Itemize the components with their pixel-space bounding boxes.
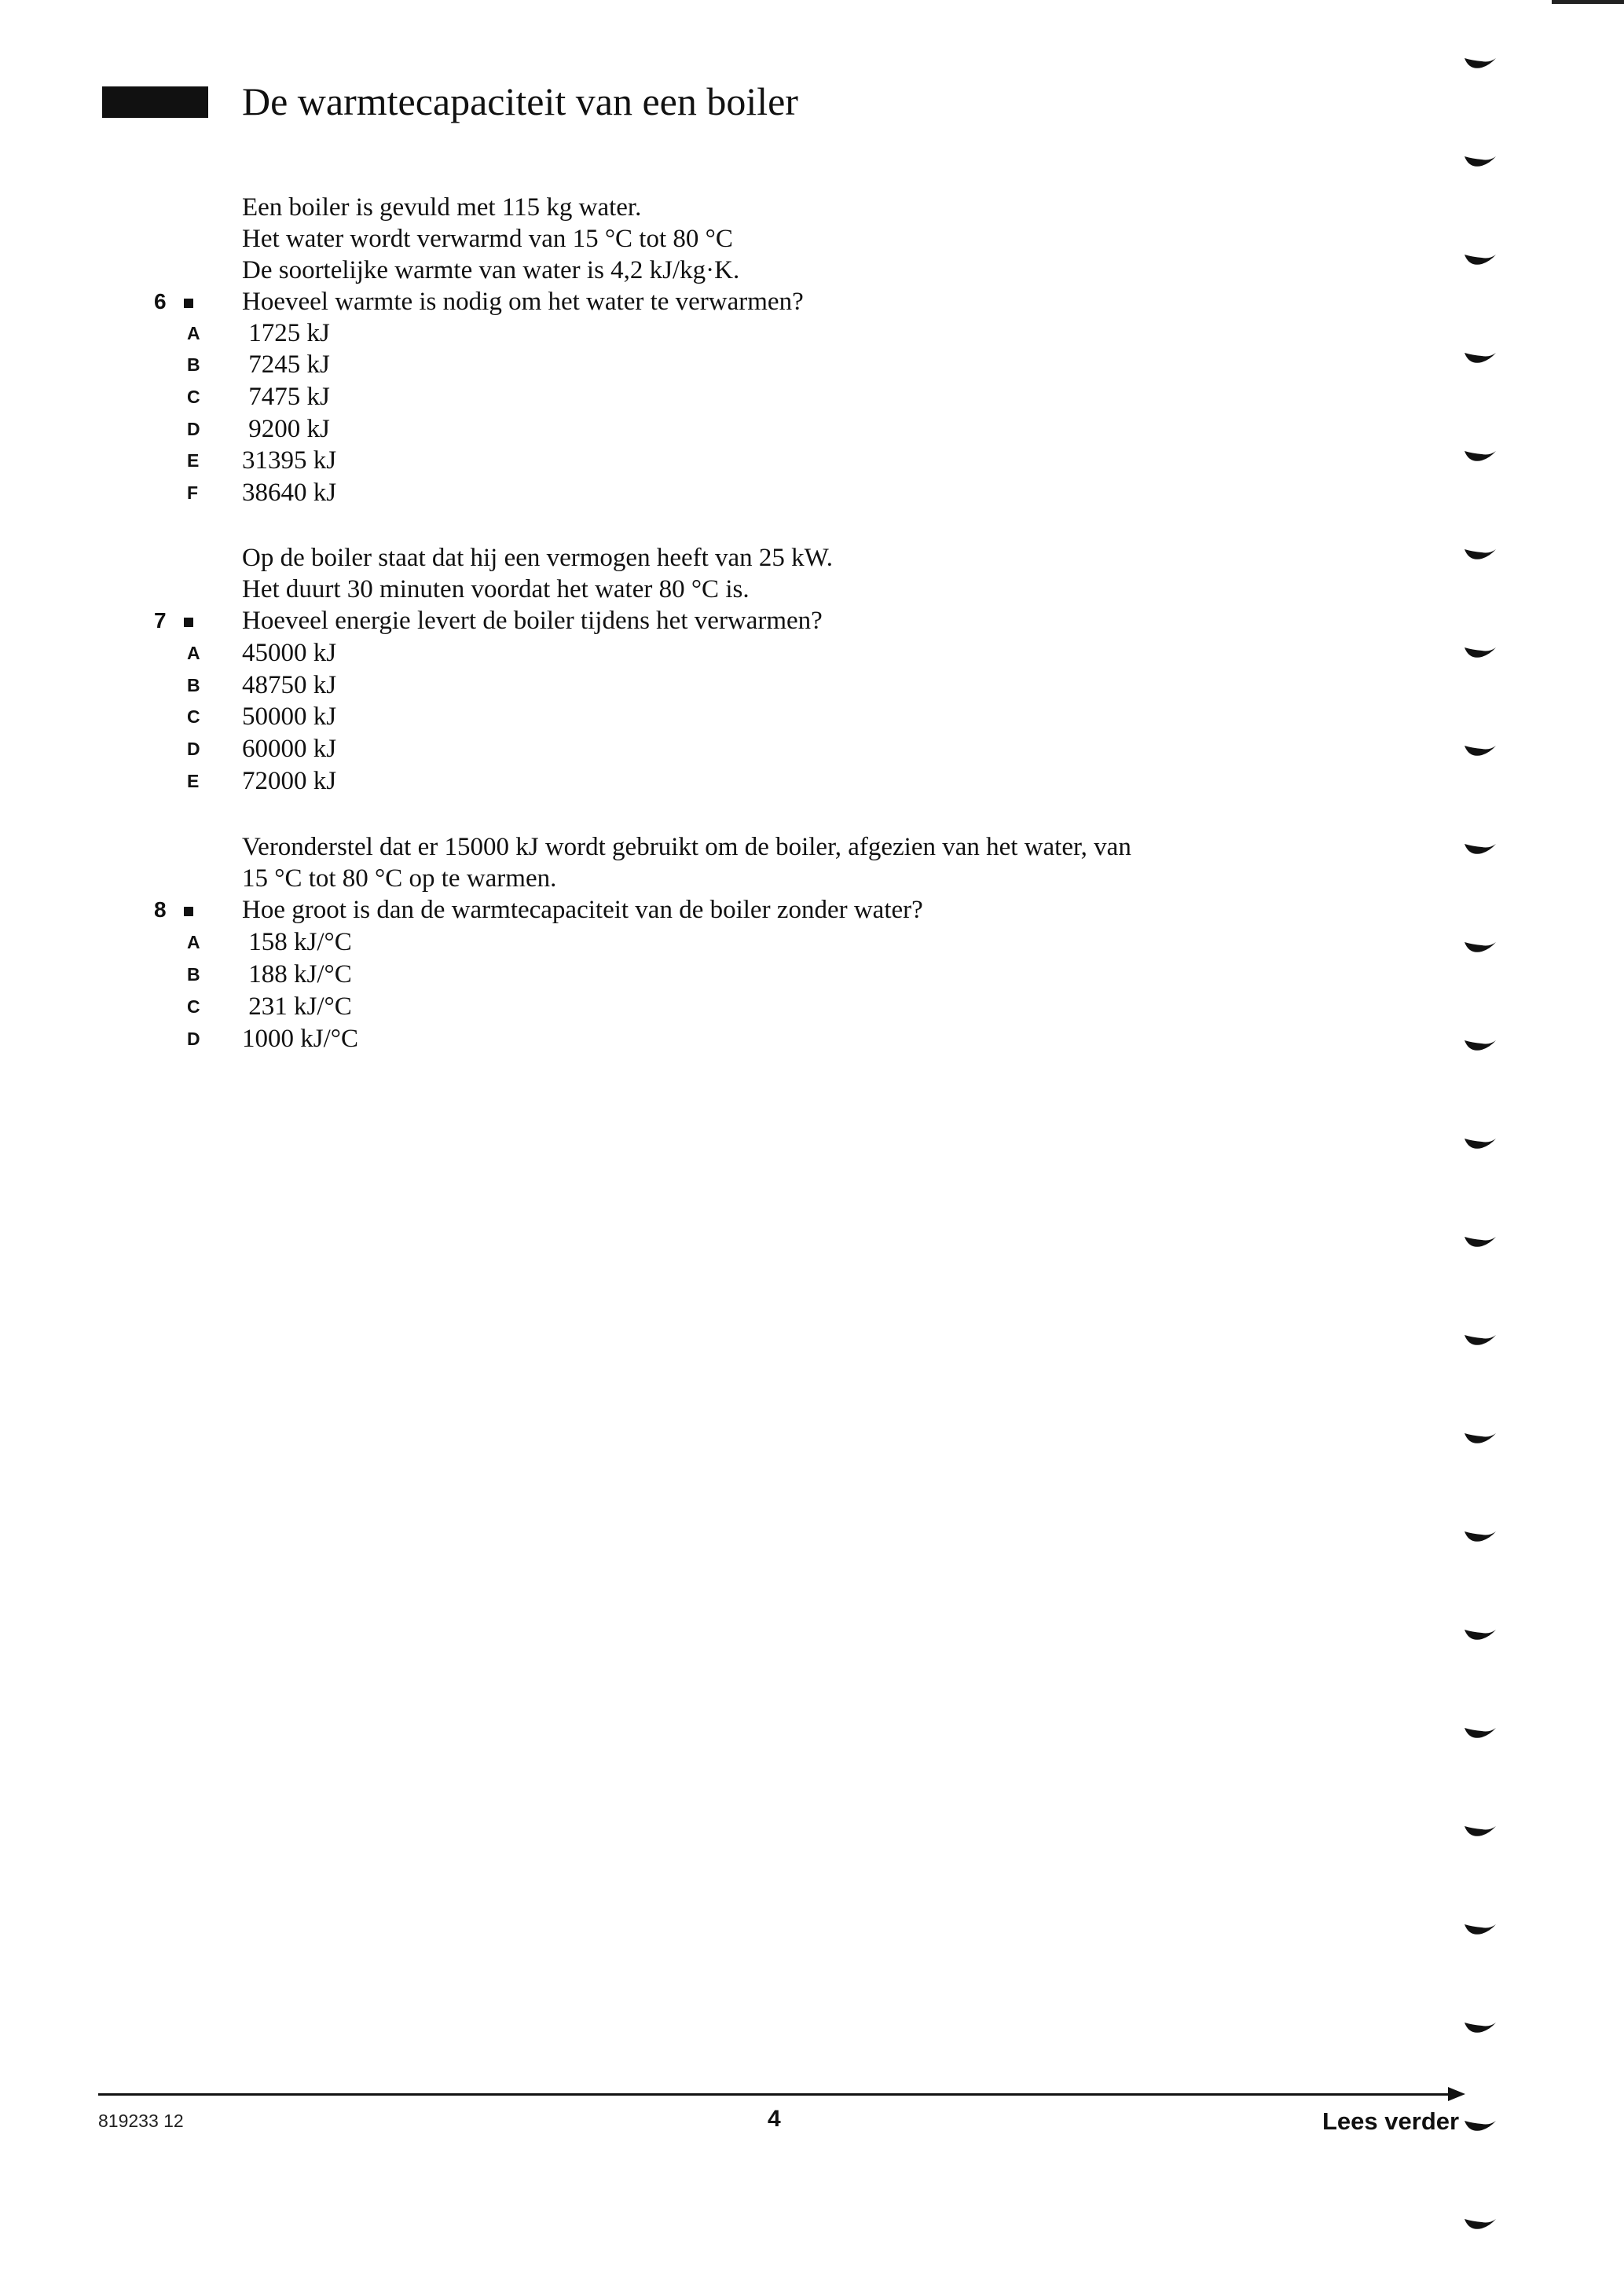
option-text: 231 kJ/°C [242,992,352,1021]
question-text: Hoeveel energie levert de boiler tijdens het verwarmen? [242,607,823,635]
option-text: 1000 kJ/°C [242,1025,358,1053]
option-text: 48750 kJ [242,671,337,699]
binding-hook-icon [1461,1520,1501,1552]
question-text: Hoeveel warmte is nodig om het water te verwarmen? [242,288,804,316]
binding-hook-icon [1461,2012,1501,2043]
option-letter: A [187,323,200,343]
binding-hook-icon [1461,931,1501,963]
option-letter: D [187,419,200,439]
option-letter: D [187,1029,200,1049]
binding-hook-icon [1461,2208,1501,2239]
question-number: 8 [154,899,193,921]
binding-hook-icon [1461,1226,1501,1257]
top-edge-rule [1552,0,1624,4]
option-text: 7245 kJ [242,350,330,379]
binding-hook-icon [1461,1815,1501,1847]
option-letter: C [187,706,200,727]
option-text: 158 kJ/°C [242,928,352,956]
option-text: 9200 kJ [242,415,330,443]
binding-hook-icon [1461,244,1501,275]
option-letter: D [187,739,200,759]
intro-line: Op de boiler staat dat hij een vermogen heeft van 25 kW. [242,544,834,572]
option-text: 31395 kJ [242,446,337,475]
option-letter: C [187,387,200,407]
option-text: 72000 kJ [242,767,337,795]
binding-hook-icon [1461,2110,1501,2141]
binding-hook-icon [1461,636,1501,668]
question-number: 7 [154,610,193,632]
binding-hook-icon [1461,440,1501,471]
option-letter: B [187,675,200,695]
option-letter: B [187,354,200,375]
option-text: 188 kJ/°C [242,960,352,988]
option-text: 1725 kJ [242,319,330,347]
page-title: De warmtecapaciteit van een boiler [242,79,798,123]
binding-hook-icon [1461,145,1501,177]
binding-hook-icon [1461,833,1501,864]
page-number: 4 [768,2106,781,2132]
question-bullet-icon [184,907,193,916]
option-letter: A [187,932,200,952]
option-text: 45000 kJ [242,639,337,667]
binding-hook-icon [1461,47,1501,79]
binding-hook-icon [1461,735,1501,766]
question-number: 6 [154,291,193,313]
intro-line: De soortelijke warmte van water is 4,2 kJ/kg·K. [242,256,740,284]
option-letter: B [187,964,200,985]
question-bullet-icon [184,299,193,308]
intro-line: Veronderstel dat er 15000 kJ wordt gebruikt om de boiler, afgezien van het water, van [242,833,1131,861]
title-marker-bar [102,86,208,118]
binding-hook-icon [1461,1717,1501,1748]
option-letter: F [187,482,199,503]
question-text: Hoe groot is dan de warmtecapaciteit van de boiler zonder water? [242,896,923,924]
option-letter: E [187,771,200,791]
question-bullet-icon [184,618,193,627]
option-text: 7475 kJ [242,383,330,411]
binding-hook-icon [1461,1619,1501,1650]
exam-code: 819233 12 [98,2111,184,2131]
binding-hook-icon [1461,342,1501,373]
binding-hook-icon [1461,1029,1501,1061]
option-letter: A [187,643,200,663]
intro-line: Het duurt 30 minuten voordat het water 80 °C is. [242,575,750,603]
option-text: 50000 kJ [242,702,337,731]
option-letter: C [187,996,200,1017]
binding-hook-icon [1461,1913,1501,1945]
intro-line: Een boiler is gevuld met 115 kg water. [242,193,642,222]
binding-hook-icon [1461,538,1501,570]
arrow-right-icon [1448,2087,1465,2101]
intro-line: Het water wordt verwarmd van 15 °C tot 80 °C [242,225,733,253]
binding-hook-icon [1461,1128,1501,1159]
binding-hook-icon [1461,1422,1501,1454]
option-text: 38640 kJ [242,479,337,507]
option-text: 60000 kJ [242,735,337,763]
binding-hook-icon [1461,1324,1501,1355]
intro-line: 15 °C tot 80 °C op te warmen. [242,864,557,893]
continue-label: Lees verder [1322,2107,1460,2135]
footer-rule [98,2093,1450,2096]
option-letter: E [187,450,200,471]
